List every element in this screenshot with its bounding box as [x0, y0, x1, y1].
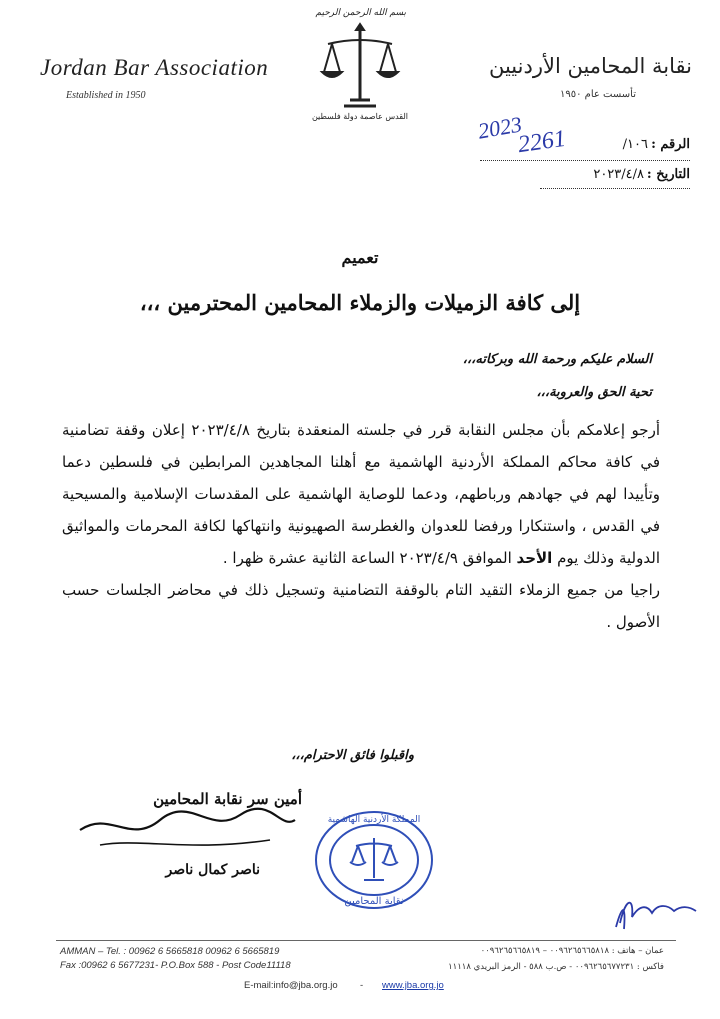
- footer-english-fax: Fax :00962 6 5677231- P.O.Box 588 - Post Code11118: [60, 960, 291, 971]
- date-value: ٢٠٢٣/٤/٨: [593, 167, 644, 182]
- date-row: [490, 167, 690, 187]
- letter-body: [62, 414, 660, 638]
- footer-divider: [56, 940, 676, 941]
- paragraph-1-tail: الموافق ٢٠٢٣/٤/٩ الساعة الثانية عشرة ظهرا .: [222, 549, 512, 567]
- stamp-outer-text: المملكة الأردنية الهاشمية: [327, 815, 421, 825]
- closing-phrase: واقبلوا فائق الاحترام،،،: [291, 748, 414, 763]
- reference-row: [450, 111, 690, 159]
- official-stamp-icon: [312, 808, 436, 912]
- circular-title: تعميم: [341, 248, 379, 267]
- handwritten-reference-year: 2023: [476, 111, 524, 144]
- arabic-association-name: نقابة المحامين الأردنيين: [488, 54, 692, 78]
- stamp-inner-text: نقابة المحامين: [344, 896, 404, 907]
- reference-dotted-line: [480, 160, 690, 161]
- signatory-name: ناصر كمال ناصر: [165, 862, 260, 878]
- emblem-motto: القدس عاصمة دولة فلسطين: [311, 112, 409, 121]
- date-dotted-line: [540, 188, 690, 189]
- english-established-date: Established in 1950: [66, 90, 146, 101]
- signatory-title: أمين سر نقابة المحامين: [153, 790, 302, 808]
- footer-separator: -: [360, 980, 364, 991]
- date-label: التاريخ :: [646, 167, 690, 182]
- english-association-name: Jordan Bar Association: [40, 55, 269, 80]
- basmala: بسم الله الرحمن الرحيم: [315, 8, 406, 18]
- footer-arabic-phone: عمان – هاتف : ٠٠٩٦٢٦٥٦٦٥٨١٨ – ٠٠٩٦٢٦٥٦٦٥٨١٩: [480, 946, 664, 956]
- greeting-second: تحية الحق والعروبة،،،: [536, 385, 652, 400]
- paragraph-1: [62, 414, 660, 574]
- salutation: السلام عليكم ورحمة الله وبركاته،،،: [462, 352, 652, 367]
- footer-website-link[interactable]: www.jba.org.jo: [382, 980, 444, 991]
- handwritten-initial-icon: [612, 893, 700, 933]
- reference-label: الرقم :: [651, 137, 690, 152]
- arabic-established-date: تأسست عام ١٩٥٠: [560, 89, 636, 100]
- paragraph-1-day: الأحد: [516, 549, 553, 567]
- addressee-line: إلى كافة الزميلات والزملاء المحامين المحترمين ،،،: [139, 290, 581, 315]
- signature-icon: [70, 790, 300, 870]
- footer-english-phone: AMMAN – Tel. : 00962 6 5665818 00962 6 5665819: [60, 946, 280, 957]
- handwritten-reference-number: 2261: [516, 125, 568, 159]
- paragraph-2: راجيا من جميع الزملاء التقيد التام بالوقفة التضامنية وتسجيل ذلك في محاضر الجلسات حسب الأصول .: [62, 581, 660, 631]
- paragraph-1-main: أرجو إعلامكم بأن مجلس النقابة قرر في جلسته المنعقدة بتاريخ ٢٠٢٣/٤/٨ إعلان وقفة تضامنية في كافة محاكم المملكة الأردنية الهاشمية مع أهلنا المجاهدين المرابطين في فلسطين دعما وتأييدا لهم في جهادهم ورباطهم، ودعما للوصاية الهاشمية على المقدسات الإسلامية والمسيحية في القدس ، واستنكارا ورفضا للعدوان والغطرسة الصهيونية وانتهاكها لكافة المحرمات والمواثيق الدولية وذلك يوم: [62, 421, 660, 567]
- scales-of-justice-icon: [318, 22, 402, 112]
- footer-email-link[interactable]: E-mail:info@jba.org.jo: [244, 980, 338, 991]
- reference-number: ١٠٦/: [622, 137, 648, 152]
- footer-arabic-fax: فاكس : ٠٠٩٦٢٦٥٦٧٧٢٣١ - ص.ب ٥٨٨ - الرمز البريدي ١١١١٨: [448, 962, 664, 972]
